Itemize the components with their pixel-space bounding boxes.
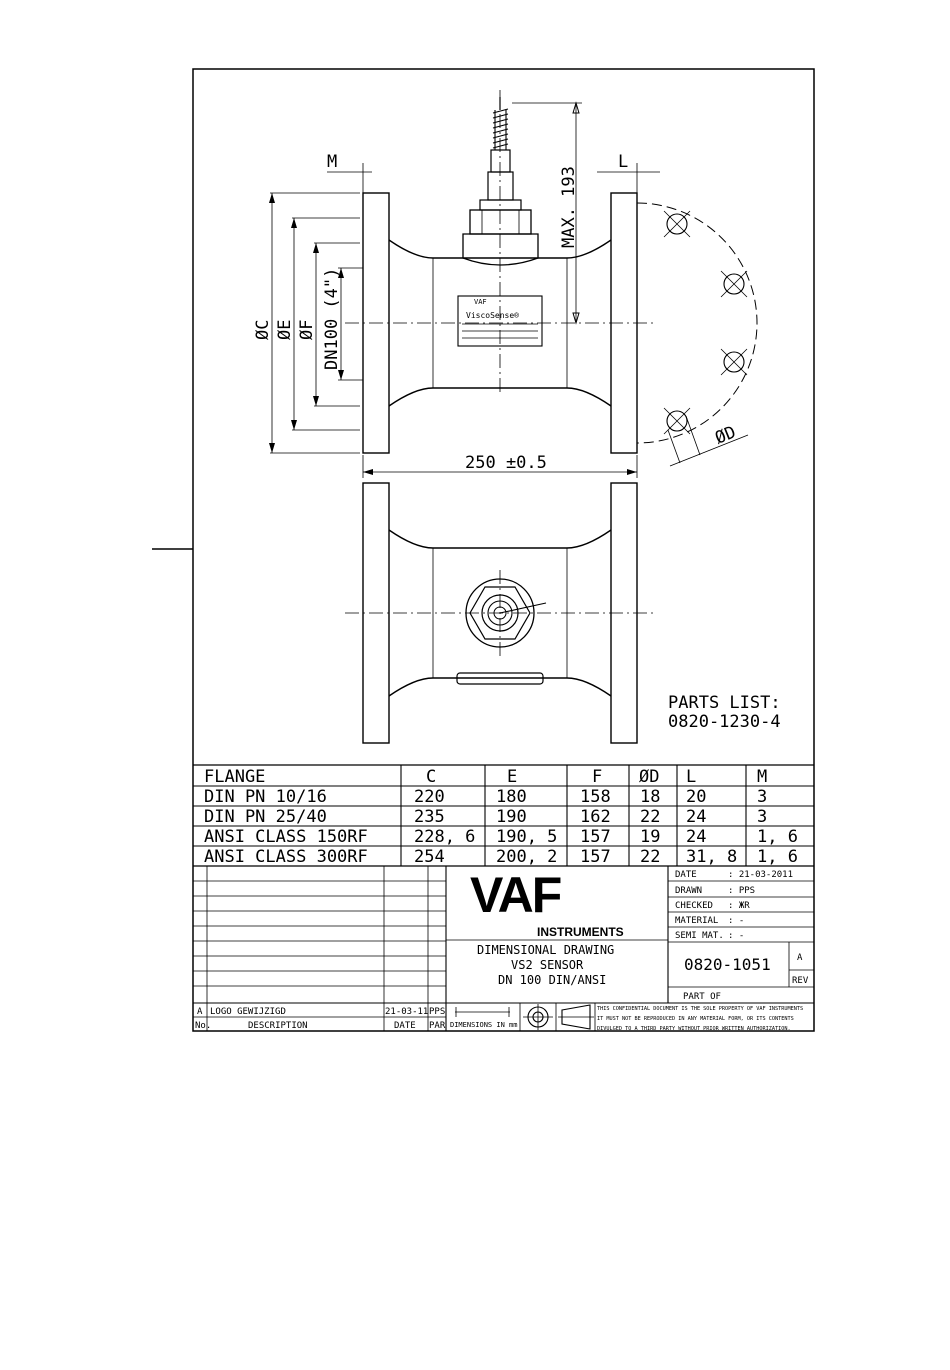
rev-header-par: PAR bbox=[429, 1021, 446, 1031]
checked-value: : ЖR bbox=[728, 901, 750, 911]
date-label: DATE bbox=[675, 870, 697, 880]
table-cell: 157 bbox=[580, 847, 611, 867]
bolt-circle bbox=[637, 203, 757, 443]
dim-dia-f: ØF bbox=[297, 319, 317, 340]
sensor-stem bbox=[488, 172, 513, 200]
side-view bbox=[253, 90, 757, 478]
vaf-logo: VAF bbox=[470, 867, 561, 923]
title-line-3: DN 100 DIN/ANSI bbox=[498, 973, 607, 987]
table-cell: 22 bbox=[640, 847, 661, 867]
table-cell: 200, 2 bbox=[496, 847, 558, 867]
company-name: INSTRUMENTS bbox=[537, 925, 624, 939]
dimensions-note: DIMENSIONS IN mm bbox=[450, 1021, 518, 1029]
sensor-boss bbox=[463, 234, 538, 265]
drawing-number: 0820-1051 bbox=[684, 955, 771, 974]
rev-header-date: DATE bbox=[394, 1021, 416, 1031]
table-cell: ANSI CLASS 150RF bbox=[204, 827, 368, 847]
table-cell: 1, 6 bbox=[757, 847, 798, 867]
rev-row-letter: A bbox=[197, 1007, 203, 1017]
table-cell: 162 bbox=[580, 807, 611, 827]
table-cell: DIN PN 25/40 bbox=[204, 807, 327, 827]
rev-header-no: No. bbox=[195, 1021, 212, 1031]
table-cell: 22 bbox=[640, 807, 661, 827]
flange-table bbox=[193, 765, 814, 867]
dim-max-height: MAX. 193 bbox=[559, 166, 579, 248]
table-header-flange: FLANGE bbox=[204, 767, 266, 787]
rev-header-description: DESCRIPTION bbox=[248, 1021, 308, 1031]
nameplate-brand: VAF bbox=[474, 298, 487, 306]
table-cell: 24 bbox=[686, 807, 707, 827]
date-value: : 21-03-2011 bbox=[728, 870, 794, 880]
cable-spring bbox=[493, 109, 508, 150]
checked-label: CHECKED bbox=[675, 901, 713, 911]
table-cell: 254 bbox=[414, 847, 445, 867]
dim-dia-d: ØD bbox=[712, 422, 739, 449]
title-line-2: VS2 SENSOR bbox=[511, 958, 584, 972]
semi-mat-value: : - bbox=[728, 931, 745, 941]
table-cell: 19 bbox=[640, 827, 661, 847]
rev-row-by: PPS bbox=[429, 1007, 446, 1017]
confidential-line-1: THIS CONFIDENTIAL DOCUMENT IS THE SOLE PROPERTY OF VAF INSTRUMENTS bbox=[597, 1006, 804, 1012]
table-header-e: E bbox=[507, 767, 518, 787]
top-view bbox=[345, 483, 655, 743]
rev-row-date: 21-03-11 bbox=[385, 1007, 429, 1017]
title-line-1: DIMENSIONAL DRAWING bbox=[477, 943, 615, 957]
material-label: MATERIAL bbox=[675, 916, 719, 926]
sensor-collar bbox=[480, 200, 521, 210]
rev-row-description: LOGO GEWIJZIGD bbox=[210, 1007, 286, 1017]
parts-list-number: 0820-1230-4 bbox=[668, 712, 781, 732]
title-block bbox=[193, 866, 814, 1032]
projection-symbol-icon bbox=[523, 1004, 594, 1030]
dim-dia-c: ØC bbox=[253, 319, 273, 340]
bolt-holes bbox=[664, 211, 747, 434]
semi-mat-label: SEMI MAT. bbox=[675, 931, 724, 941]
nameplate-product: ViscoSense® bbox=[466, 311, 519, 320]
table-header-c: C bbox=[426, 767, 437, 787]
table-header-d: ØD bbox=[639, 767, 660, 787]
revision-letter: A bbox=[797, 953, 803, 963]
part-of-label: PART OF bbox=[683, 992, 721, 1002]
table-cell: 180 bbox=[496, 787, 527, 807]
table-cell: ANSI CLASS 300RF bbox=[204, 847, 368, 867]
parts-list-label: PARTS LIST: bbox=[668, 693, 781, 713]
table-header-m: M bbox=[757, 767, 768, 787]
cable-gland bbox=[491, 150, 510, 172]
table-cell: 157 bbox=[580, 827, 611, 847]
table-cell: 3 bbox=[757, 787, 768, 807]
table-cell: DIN PN 10/16 bbox=[204, 787, 327, 807]
dim-l-label: L bbox=[618, 152, 629, 172]
material-value: : - bbox=[728, 916, 745, 926]
sensor-hex-nut bbox=[470, 210, 531, 234]
table-cell: 235 bbox=[414, 807, 445, 827]
dim-dn: DN100 (4") bbox=[322, 267, 342, 370]
table-cell: 220 bbox=[414, 787, 445, 807]
drawn-label: DRAWN bbox=[675, 886, 703, 896]
table-header-f: F bbox=[592, 767, 603, 787]
table-cell: 3 bbox=[757, 807, 768, 827]
drawn-value: : PPS bbox=[728, 886, 756, 896]
rev-label: REV bbox=[792, 976, 809, 986]
table-cell: 228, 6 bbox=[414, 827, 476, 847]
table-cell: 158 bbox=[580, 787, 611, 807]
confidential-line-2: IT MUST NOT BE REPRODUCED IN ANY MATERIAL FORM, OR ITS CONTENTS bbox=[597, 1016, 794, 1022]
table-cell: 20 bbox=[686, 787, 707, 807]
table-header-l: L bbox=[686, 767, 697, 787]
table-cell: 31, 8 bbox=[686, 847, 738, 867]
dim-dia-e: ØE bbox=[275, 319, 295, 340]
dim-m-label: M bbox=[327, 152, 338, 172]
dim-length: 250 ±0.5 bbox=[465, 453, 547, 473]
table-cell: 18 bbox=[640, 787, 661, 807]
confidential-line-3: DIVULGED TO A THIRD PARTY WITHOUT PRIOR WRITTEN AUTHORIZATION. bbox=[597, 1026, 791, 1032]
table-cell: 190, 5 bbox=[496, 827, 558, 847]
table-cell: 1, 6 bbox=[757, 827, 798, 847]
table-cell: 190 bbox=[496, 807, 527, 827]
table-cell: 24 bbox=[686, 827, 707, 847]
